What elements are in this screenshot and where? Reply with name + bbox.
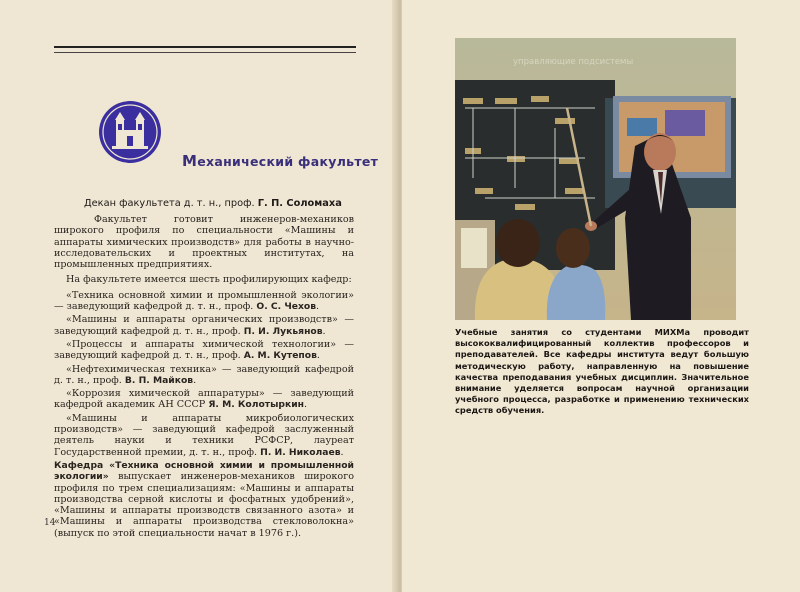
department-end: .: [193, 374, 197, 386]
final-text: выпускает инженеров-механиков широкого профиля по трем специализациям: «Машины и аппараты производства серной кислоты и фосфатных удобрений», «Машины и аппараты производств связанного азота» и «Машины и аппараты производства стекловолокна» (выпуск по этой специальности начат в 1976 г.).: [54, 471, 354, 539]
intro-paragraph: Факультет готовит инженеров-механиков широкого профиля по специальности «Машины и аппараты химических производств» для работы в научно-исследовательских и проектных институтах, на промышленных предприятиях.: [54, 214, 354, 271]
department-end: .: [316, 301, 320, 313]
department-end: .: [322, 325, 326, 337]
department-head: О. С. Чехов: [256, 301, 317, 313]
final-bold: Кафедра «Техника основной химии и промышленной экологии»: [54, 459, 354, 483]
department-head: В. П. Майков: [124, 374, 194, 386]
department-head: А. М. Кутепов: [243, 350, 317, 362]
department-item: [54, 364, 354, 387]
department-text: «Машины и аппараты микробиологических производств» — заведующий кафедрой заслуженный деятель науки и техники РСФСР, лауреат Государственной премии, д. т. н., проф.: [54, 412, 354, 458]
faculty-title: [182, 152, 378, 170]
photo-caption: Учебные занятия со студентами МИХМа проводит высококвалифицированный коллектив профессоров и преподавателей. Все кафедры института ведут большую методическую работу, направленную на повышение качества преподавания учебных дисциплин. Значительное внимание уделяется вопросам научной организации учебного процесса, разработке и применению технических средств обучения.: [455, 327, 749, 416]
left-page: [0, 0, 398, 592]
department-item: [54, 314, 354, 337]
department-text: «Нефтехимическая техника» — заведующий кафедрой д. т. н., проф.: [54, 363, 354, 386]
classroom-photo: [455, 38, 736, 320]
faculty-title-rest: еханический факультет: [197, 154, 379, 169]
top-rule-thin: [54, 52, 356, 53]
photo-sign-text: управляющие подсистемы: [513, 57, 634, 67]
department-text: «Коррозия химической аппаратуры» — заведующий кафедрой академик АН СССР: [54, 388, 354, 411]
dean-prefix: Декан факультета д. т. н., проф.: [84, 198, 258, 209]
department-item: [54, 339, 354, 362]
department-end: .: [316, 350, 320, 362]
dean-name: Г. П. Соломаха: [257, 198, 342, 209]
faculty-title-initial: М: [182, 152, 198, 170]
departments-list: [54, 290, 354, 458]
body-text: [54, 214, 354, 541]
department-item: [54, 290, 354, 313]
final-paragraph: [54, 460, 354, 539]
department-item: [54, 388, 354, 411]
page-number: 14: [44, 518, 56, 528]
department-text: «Техника основной химии и промышленной экологии» — заведующий кафедрой д. т. н., проф.: [54, 289, 354, 313]
department-text: «Машины и аппараты органических производств» — заведующий кафедрой д. т. н., проф.: [54, 314, 354, 337]
department-head: П. И. Николаев: [260, 446, 341, 458]
faculty-emblem-icon: [98, 100, 162, 164]
department-end: .: [304, 399, 308, 411]
department-text: «Процессы и аппараты химической технологии» — заведующий кафедрой д. т. н., проф.: [54, 338, 354, 362]
departments-intro: На факультете имеется шесть профилирующих кафедр:: [66, 274, 352, 286]
department-head: Я. М. Колотыркин: [208, 399, 305, 411]
top-rule: [54, 46, 356, 48]
dean-line: [84, 198, 342, 209]
department-item: [54, 413, 354, 458]
department-head: П. И. Лукьянов: [243, 325, 323, 337]
department-end: .: [340, 446, 344, 458]
